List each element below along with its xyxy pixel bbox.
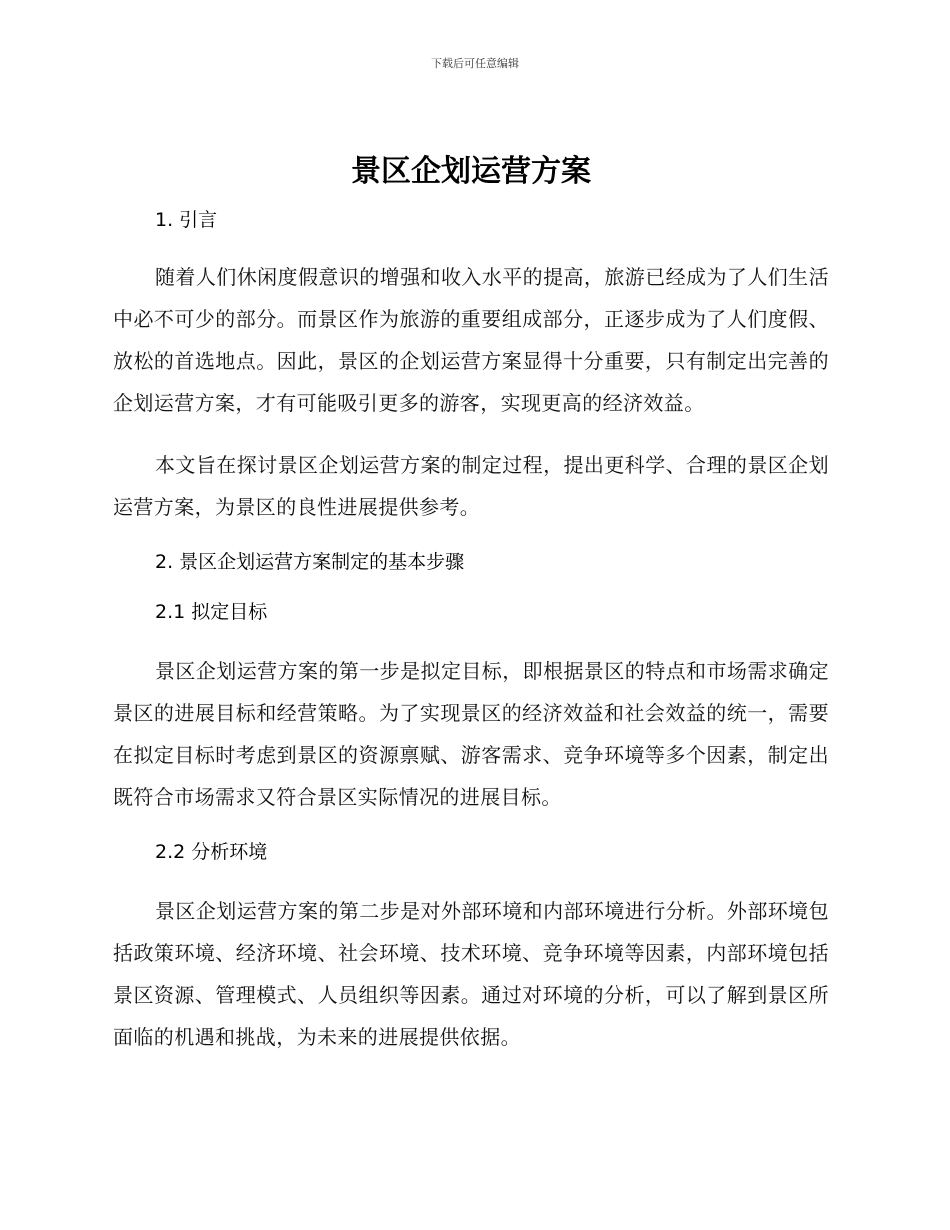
intro-paragraph-2: 本文旨在探讨景区企划运营方案的制定过程，提出更科学、合理的景区企划运营方案，为景区的良性进展提供参考。 [113,453,829,519]
intro-paragraph-1: 随着人们休闲度假意识的增强和收入水平的提高，旅游已经成为了人们生活中必不可少的部分。而景区作为旅游的重要组成部分，正逐步成为了人们度假、放松的首选地点。因此，景区的企划运营方案显得十分重要，只有制定出完善的企划运营方案，才有可能吸引更多的游客，实现更高的经济效益。 [113,265,829,415]
section-heading-basic-steps: 2. 景区企划运营方案制定的基本步骤 [155,551,465,573]
document-body [113,150,829,1078]
document-title: 景区企划运营方案 [351,154,591,189]
subsection-heading-analyze-environment: 2.2 分析环境 [155,841,268,863]
section-heading-introduction: 1. 引言 [155,209,218,231]
analyze-environment-paragraph: 景区企划运营方案的第二步是对外部环境和内部环境进行分析。外部环境包括政策环境、经济环境、社会环境、技术环境、竞争环境等因素，内部环境包括景区资源、管理模式、人员组织等因素。通过对环境的分析，可以了解到景区所面临的机遇和挑战，为未来的进展提供依据。 [113,899,829,1049]
subsection-heading-set-goals: 2.1 拟定目标 [155,601,268,623]
header-note: 下载后可任意编辑 [431,57,519,70]
set-goals-paragraph: 景区企划运营方案的第一步是拟定目标，即根据景区的特点和市场需求确定景区的进展目标和经营策略。为了实现景区的经济效益和社会效益的统一，需要在拟定目标时考虑到景区的资源禀赋、游客需求、竞争环境等多个因素，制定出既符合市场需求又符合景区实际情况的进展目标。 [113,659,829,809]
